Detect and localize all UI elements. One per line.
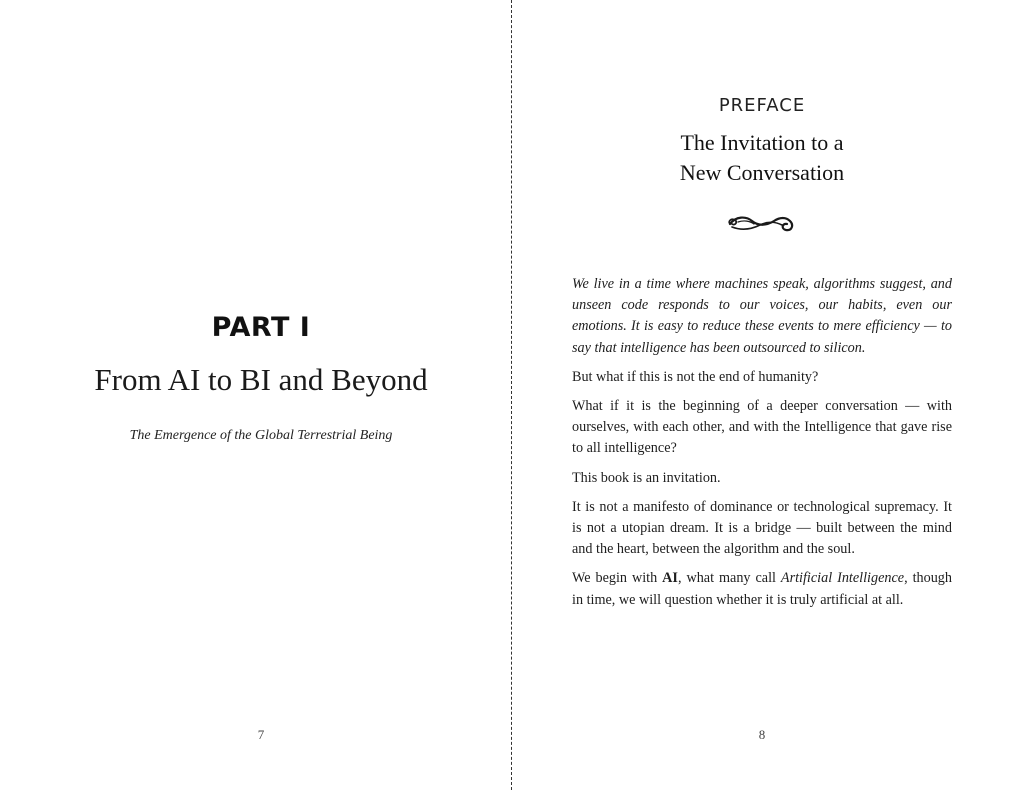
paragraph-4: This book is an invitation. xyxy=(572,469,721,486)
preface-title-line2: New Conversation xyxy=(679,160,845,185)
flourish-ornament-icon xyxy=(726,208,798,236)
paragraph-3: What if it is the beginning of a deeper conversation — with ourselves, with each other, and with the Intelligence that gave rise to all intelligence? xyxy=(572,398,952,457)
right-page xyxy=(512,0,1024,790)
preface-body xyxy=(572,274,952,619)
part-label: PART I xyxy=(211,312,311,343)
part-title: From AI to BI and Beyond xyxy=(94,362,428,397)
preface-title-line1: The Invitation to a xyxy=(680,130,844,155)
page-number-right: 8 xyxy=(758,727,766,742)
paragraph-2: But what if this is not the end of humanity? xyxy=(572,368,819,385)
paragraph-6-end: , though in time, we will question whether it is truly artificial at all. xyxy=(572,570,952,608)
term-ai: AI xyxy=(662,570,678,587)
paragraph-6-mid: , what many call xyxy=(677,570,781,587)
paragraph-intro: We live in a time where machines speak, algorithms suggest, and unseen code responds to our voices, our habits, even our emotions. It is easy to reduce these events to mere efficiency — to say that intelligence has been outsourced to silicon. xyxy=(572,276,952,356)
paragraph-6 xyxy=(572,568,952,610)
preface-title xyxy=(512,128,1012,188)
paragraph-5: It is not a manifesto of dominance or technological supremacy. It is not a utopian dream. It is a bridge — built between the mind and the heart, between the algorithm and the soul. xyxy=(572,498,952,558)
page-number-left: 7 xyxy=(257,727,265,742)
term-artificial-intelligence: Artificial Intelligence xyxy=(780,570,905,587)
left-page xyxy=(0,0,511,790)
part-subtitle: The Emergence of the Global Terrestrial Being xyxy=(129,428,393,443)
preface-label: PREFACE xyxy=(718,95,806,116)
paragraph-6-start: We begin with xyxy=(572,570,663,587)
